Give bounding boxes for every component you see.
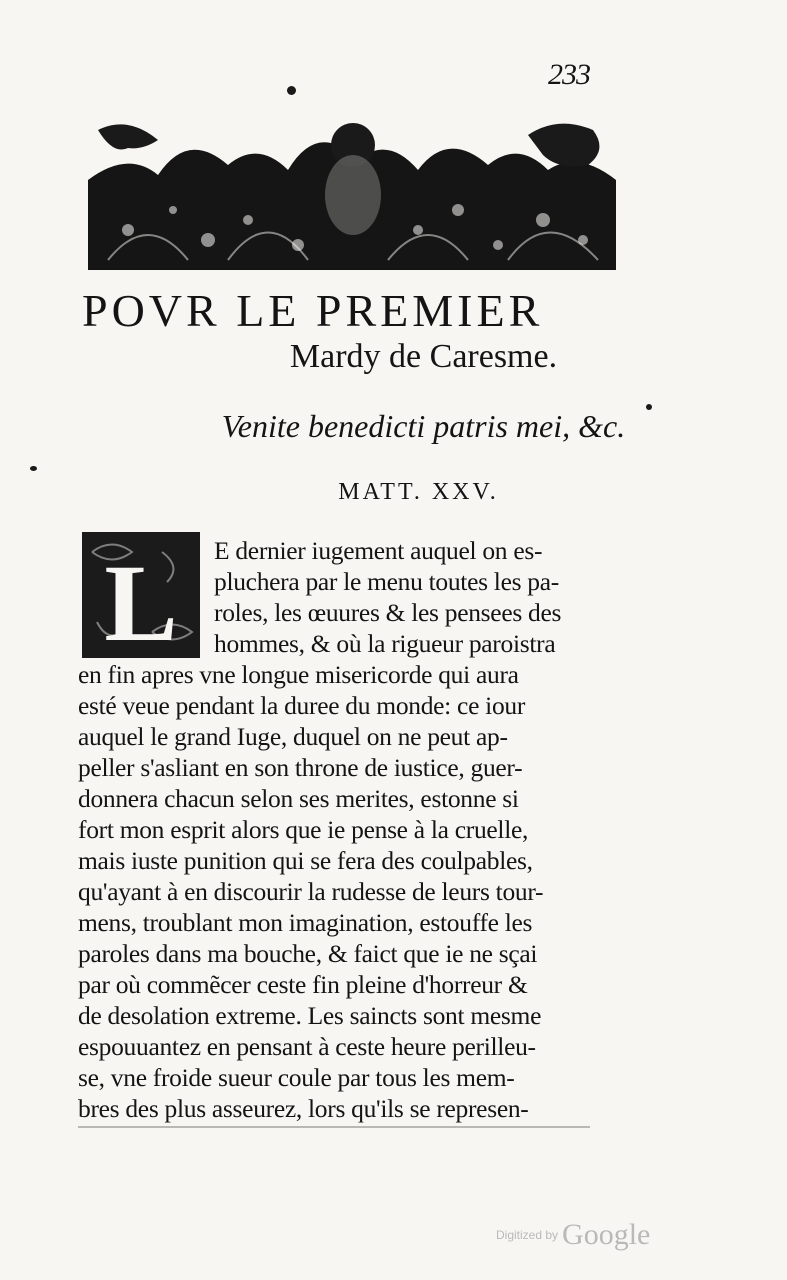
- watermark-prefix: Digitized by: [496, 1228, 559, 1242]
- headpiece-ornament: [88, 110, 616, 270]
- text-line: hommes, & où la rigueur paroistra: [214, 629, 556, 658]
- text-line: auquel le grand Iuge, duquel on ne peut ap-: [78, 722, 508, 751]
- text-line: donnera chacun selon ses merites, estonne si: [78, 784, 519, 813]
- text-line: mais iuste punition qui se fera des coulpables,: [78, 846, 533, 875]
- text-line: peller s'asliant en son throne de iustice, guer-: [78, 753, 523, 782]
- text-line: mens, troublant mon imagination, estouffe les: [78, 908, 533, 937]
- text-line: en fin apres vne longue misericorde qui aura: [78, 660, 519, 689]
- text-line: E dernier iugement auquel on es-: [214, 536, 543, 565]
- text-line: fort mon esprit alors que ie pense à la cruelle,: [78, 815, 529, 844]
- text-line: esté veue pendant la duree du monde: ce iour: [78, 691, 526, 720]
- text-line: paroles dans ma bouche, & faict que ie ne sçai: [78, 939, 538, 968]
- drop-cap-letter: L: [104, 542, 178, 658]
- text-line: qu'ayant à en discourir la rudesse de leurs tour-: [78, 877, 544, 906]
- latin-incipit: Venite benedicti patris mei, &c.: [221, 408, 626, 444]
- text-line: espouuantez en pensant à ceste heure perilleu-: [78, 1032, 536, 1061]
- heading-line-2: Mardy de Caresme.: [289, 338, 558, 375]
- text-line: se, vne froide sueur coule par tous les mem-: [78, 1063, 515, 1092]
- text-line: pluchera par le menu toutes les pa-: [214, 567, 559, 596]
- decorated-initial: [82, 532, 200, 658]
- scripture-reference: MATT. XXV.: [338, 479, 499, 505]
- ink-speck: [287, 86, 296, 95]
- page-number: 233: [548, 58, 590, 91]
- bottom-rule: [78, 1126, 590, 1128]
- text-line: roles, les œuures & les pensees des: [214, 598, 562, 627]
- text-line: de desolation extreme. Les saincts sont mesme: [78, 1001, 542, 1030]
- watermark-brand: Google: [562, 1218, 651, 1251]
- text-line: bres des plus asseurez, lors qu'ils se represen-: [78, 1094, 529, 1123]
- digitization-watermark: [496, 1218, 650, 1252]
- ink-speck: [30, 466, 37, 471]
- heading-line-1: POVR LE PREMIER: [82, 285, 544, 336]
- text-line: par où commẽcer ceste fin pleine d'horreur &: [78, 970, 528, 999]
